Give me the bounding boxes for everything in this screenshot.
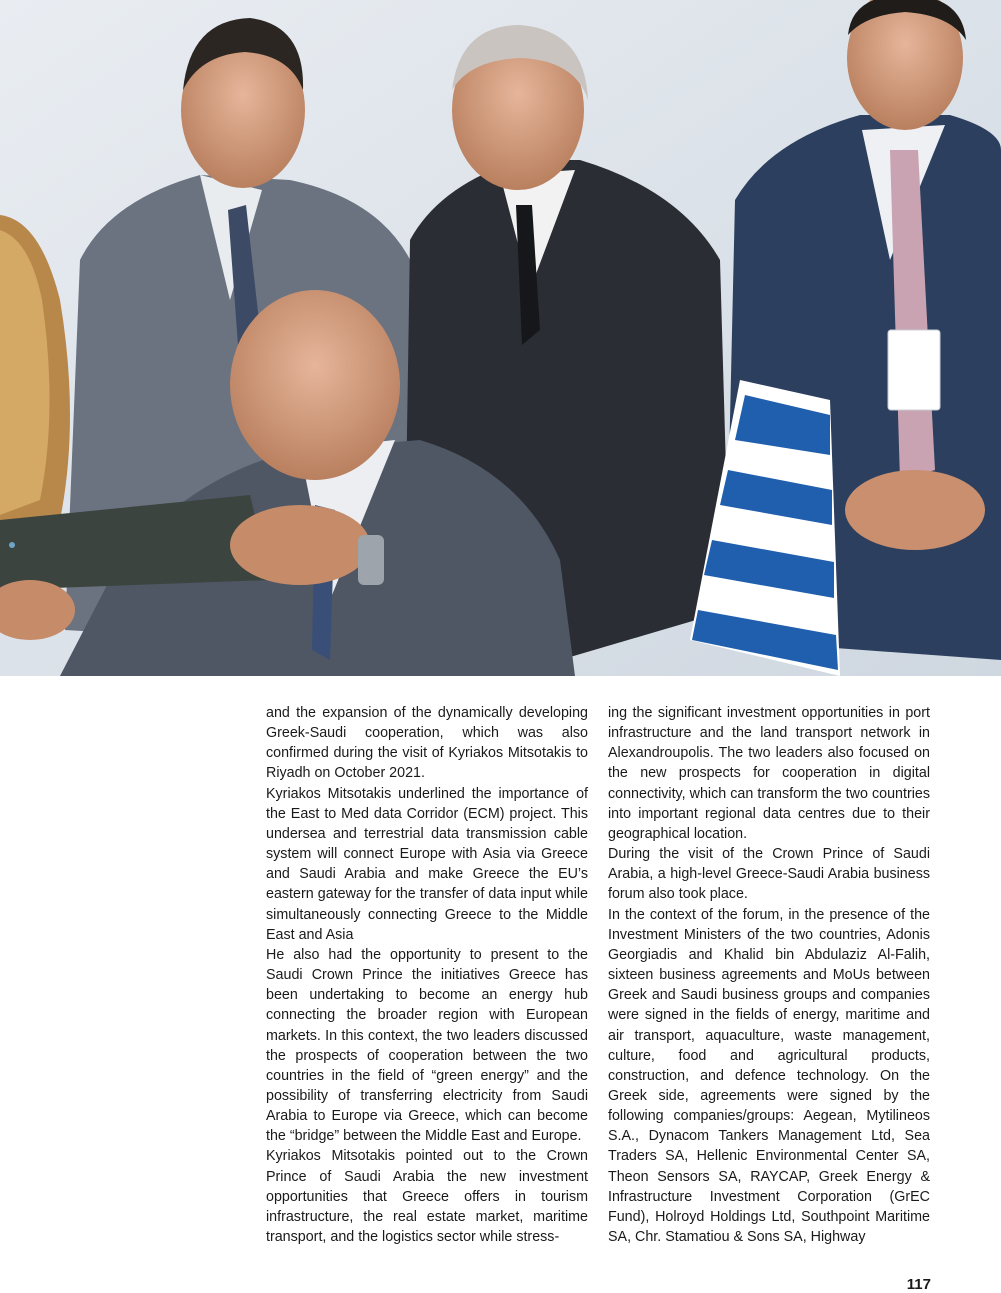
article-column-left <box>266 703 588 1247</box>
paragraph: During the visit of the Crown Prince of Saudi Arabia, a high-level Greece-Saudi Arabia business forum also took place. <box>608 846 930 903</box>
paragraph: He also had the opportunity to present to the Saudi Crown Prince the initiatives Greece has been undertaking to become an energy hub connecting the broader region with European markets. In this context, the two leaders discussed the prospects of cooperation between the two countries in the field of “green energy” and the possibility of transferring electricity from Saudi Arabia to Europe via Greece, which can become the “bridge” between the Middle East and Europe. <box>266 946 588 1145</box>
article-column-right <box>608 703 930 1247</box>
paragraph: Kyriakos Mitsotakis pointed out to the Crown Prince of Saudi Arabia the new investment opportunities that Greece offers in tourism infrastructure, the real estate market, maritime transport, and the logistics sector while stress- <box>266 1148 588 1246</box>
page-number: 117 <box>906 1276 931 1293</box>
paragraph: ing the significant investment opportunities in port infrastructure and the land transport network in Alexandroupolis. The two leaders also focused on the new prospects for cooperation in digital connectivity, which can transform the two countries into important regional data centres due to their geographical location. <box>608 705 930 842</box>
paragraph: and the expansion of the dynamically developing Greek-Saudi cooperation, which was also confirmed during the visit of Kyriakos Mitsotakis to Riyadh on October 2021. <box>266 705 588 782</box>
paragraph: Kyriakos Mitsotakis underlined the importance of the East to Med data Corridor (ECM) project. This undersea and terrestrial data transmission cable system will connect Europe with Asia via Greece and Saudi Arabia and make Greece the EU’s eastern gateway for the transfer of data input while simultaneously connecting Greece to the Middle East and Asia <box>266 785 588 943</box>
paragraph: In the context of the forum, in the presence of the Investment Ministers of the two countries, Adonis Georgiadis and Khalid bin Abdulaziz Al-Falih, sixteen business agreements and MoUs between Greek and Saudi business groups and companies were signed in the fields of energy, maritime and air transport, aquaculture, waste management, culture, food and agricultural products, construction, and defence technology. On the Greek side, agreements were signed by the following companies/groups: Aegean, Mytilineos S.A., Dynacom Tankers Management Ltd, Sea Traders SA, Hellenic Environmental Center SA, Theon Sensors SA, RAYCAP, Greek Energy & Infrastructure Investment Corporation (GrEC Fund), Holroyd Holdings Ltd, Southpoint Maritime SA, Chr. Stamatiou & Sons SA, Highway <box>608 906 930 1246</box>
